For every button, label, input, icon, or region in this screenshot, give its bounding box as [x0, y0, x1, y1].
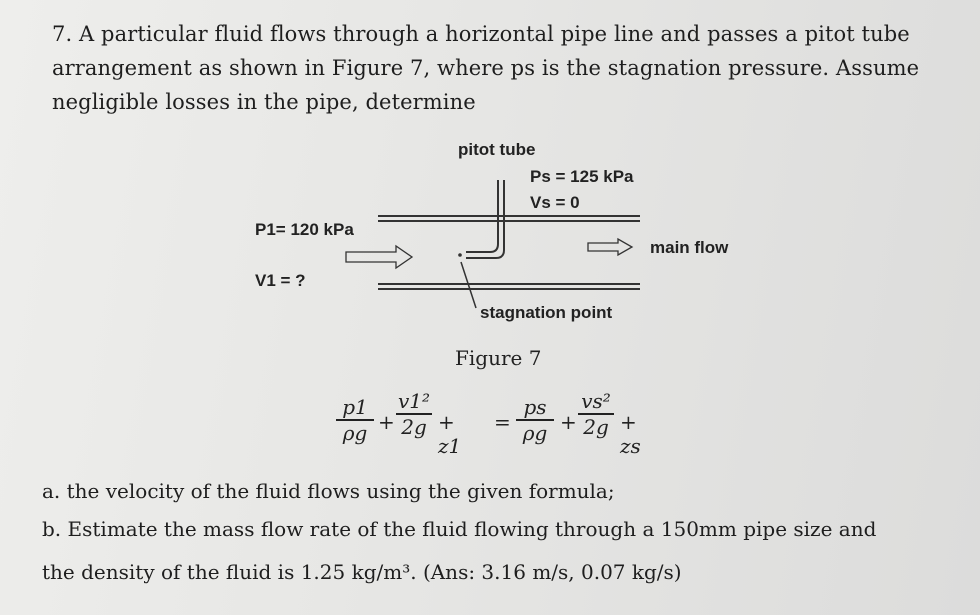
- question-line-1: 7. A particular fluid flows through a horizontal pipe line and passes a pitot tube: [52, 22, 910, 46]
- pitot-tube-label: pitot tube: [458, 140, 536, 159]
- eq-p1: p1: [342, 395, 368, 419]
- main-flow-arrow-icon: [588, 239, 632, 255]
- part-b-line-2: the density of the fluid is 1.25 kg/m³. (Ans: 3.16 m/s, 0.07 kg/s): [42, 560, 682, 584]
- eq-ps: ps: [523, 395, 547, 419]
- eq-rho-g-2: ρg: [522, 420, 548, 445]
- question-line-3: negligible losses in the pipe, determine: [52, 90, 476, 114]
- eq-plus-z1: + z1: [438, 410, 462, 458]
- eq-plus-2: +: [560, 410, 577, 434]
- part-a: a. the velocity of the fluid flows using the given formula;: [42, 479, 615, 503]
- eq-two-g-1: 2g: [401, 414, 427, 439]
- eq-vs-squared: vs²: [581, 389, 611, 413]
- stagnation-point-label: stagnation point: [480, 303, 613, 322]
- main-flow-label: main flow: [650, 238, 729, 257]
- p1-label: P1= 120 kPa: [255, 220, 354, 239]
- eq-plus-zs: + zs: [620, 410, 641, 458]
- figure-caption: Figure 7: [455, 346, 542, 370]
- eq-equals: =: [494, 410, 511, 434]
- flow-arrow-left-icon: [346, 246, 412, 268]
- ps-label: Ps = 125 kPa: [530, 167, 634, 186]
- eq-plus-1: +: [378, 410, 395, 434]
- eq-v1-squared: v1²: [397, 389, 431, 413]
- part-b-line-1: b. Estimate the mass flow rate of the fluid flowing through a 150mm pipe size and: [42, 517, 877, 541]
- vs-label: Vs = 0: [530, 193, 580, 212]
- question-line-2: arrangement as shown in Figure 7, where ps is the stagnation pressure. Assume: [52, 56, 920, 80]
- eq-two-g-2: 2g: [583, 414, 609, 439]
- v1-label: V1 = ?: [255, 271, 306, 290]
- eq-rho-g-1: ρg: [342, 420, 368, 445]
